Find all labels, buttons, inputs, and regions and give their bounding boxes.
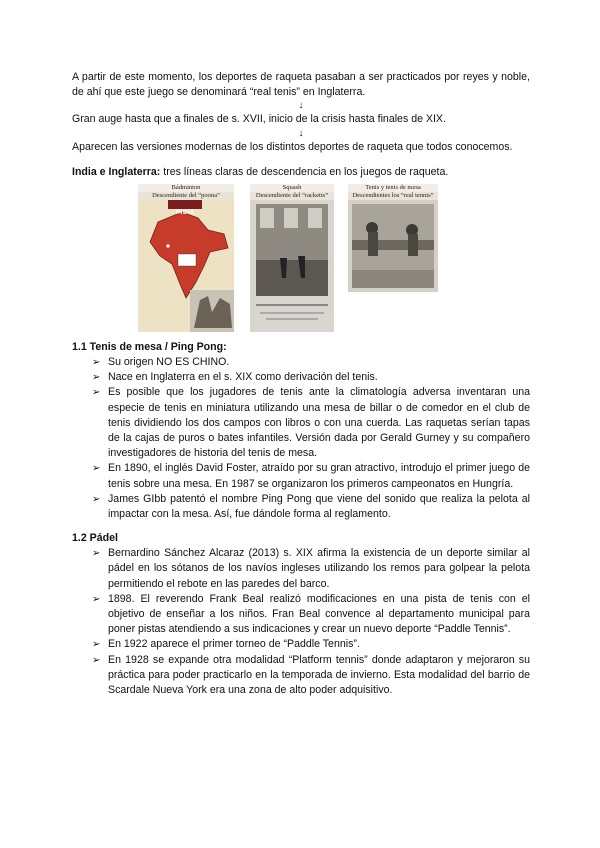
panel-title: Tenis y tenis de mesa (348, 184, 438, 192)
squash-engraving-image (250, 200, 334, 332)
arrow-bullet-icon: ➢ (92, 548, 101, 560)
padel-list (72, 546, 530, 698)
arrow-bullet-icon: ➢ (92, 463, 101, 475)
figure-panel-squash (250, 184, 334, 332)
arrow-bullet-icon: ➢ (92, 387, 101, 399)
down-arrow-icon: ↓ (298, 100, 304, 112)
tennis-engraving-image (348, 200, 438, 292)
arrow-bullet-icon: ➢ (92, 639, 101, 651)
arrow-bullet-icon: ➢ (92, 372, 101, 384)
intro-paragraph-2: Gran auge hasta que a finales de s. XVII, inicio de la crisis hasta finales de XIX. (72, 113, 446, 126)
list-item: ➢ Es posible que los jugadores de tenis ante la climatología adversa inventaran una especie de tenis en miniatura utilizando una mesa de billar o de comedor en el club de tenis dividiendo los dos campos con libros o con una cuerda. Las raquetas serían tapas de la cajas de puros o bates infantiles. Versión dada por Gerald Gurney y su compañero investigadores de historia del tenis de mesa. (92, 386, 530, 460)
arrow-bullet-icon: ➢ (92, 593, 101, 605)
figure-panel-tennis (348, 184, 438, 292)
section-title-padel: 1.2 Pádel (72, 532, 118, 545)
india-england-text: tres líneas claras de descendencia en los juegos de raqueta. (160, 165, 449, 178)
panel-subtitle: Descendientes los “real tennis” (348, 192, 438, 200)
intro-paragraph-3: Aparecen las versiones modernas de los distintos deportes de raqueta que todos conocemos. (72, 140, 513, 153)
intro-paragraph-1: A partir de este momento, los deportes de raqueta pasaban a ser practicados por reyes y noble, de ahí que este juego se denominará “real tenis” en Inglaterra. (72, 71, 530, 99)
list-item: ➢ En 1890, el inglés David Foster, atraído por su gran atractivo, introdujo el primer juego de tenis sobre una mesa. En 1987 se organizaron los primeros campeonatos en Hungría. (92, 462, 530, 490)
arrow-bullet-icon: ➢ (92, 654, 101, 666)
india-england-line (72, 165, 530, 180)
list-item: ➢ Nace en Inglaterra en el s. XIX como derivación del tenis. (92, 370, 530, 385)
document-page (72, 70, 530, 698)
list-item: ➢ En 1928 se expande otra modalidad “Platform tennis” donde adaptaron y mejoraron su práctica para poder practicarlo en la temporada de invierno. Esta modalidad del barrio de Scardale Nueva York era una zona de alto poder adquisitivo. (92, 653, 530, 697)
list-item: ➢ En 1922 aparece el primer torneo de “Paddle Tennis”. (92, 637, 530, 652)
panel-title: Squash (250, 184, 334, 192)
list-item: ➢ Su origen NO ES CHINO. (92, 355, 530, 370)
list-item: ➢ 1898. El reverendo Frank Beal realizó modificaciones en una pista de tenis con el objetivo de enseñar a los niños. Fran Beal convence al departamento municipal para poner pistas atendiendo a sus indicaciones y crear un nuevo deporte “Paddle Tennis”. (92, 592, 530, 636)
figure-panel-badminton (138, 184, 234, 332)
panel-title: Bádminton (138, 184, 234, 192)
table-tennis-list (72, 355, 530, 522)
panel-subtitle: Descendiente del “poona” (138, 192, 234, 200)
arrow-bullet-icon: ➢ (92, 493, 101, 505)
india-map-label: INDIA (176, 210, 195, 217)
panel-subtitle: Descendiente del “racketts” (250, 192, 334, 200)
india-england-heading: India e Inglaterra: (72, 165, 161, 178)
section-title-table-tennis: 1.1 Tenis de mesa / Ping Pong: (72, 341, 227, 354)
racket-sports-figure (138, 184, 530, 334)
list-item: ➢ Bernardino Sánchez Alcaraz (2013) s. XIX afirma la existencia de un deporte similar al pádel en los sótanos de los navíos ingleses utilizando los remos para golpear la pelota permitiendo el rebote en las paredes del barco. (92, 547, 530, 590)
down-arrow-icon: ↓ (298, 127, 304, 139)
list-item: ➢ James GIbb patentó el nombre Ping Pong que viene del sonido que realiza la pelota al impactar con la mesa. Así, fue dándole forma al reglamento. (92, 492, 530, 521)
arrow-bullet-icon: ➢ (92, 357, 101, 369)
